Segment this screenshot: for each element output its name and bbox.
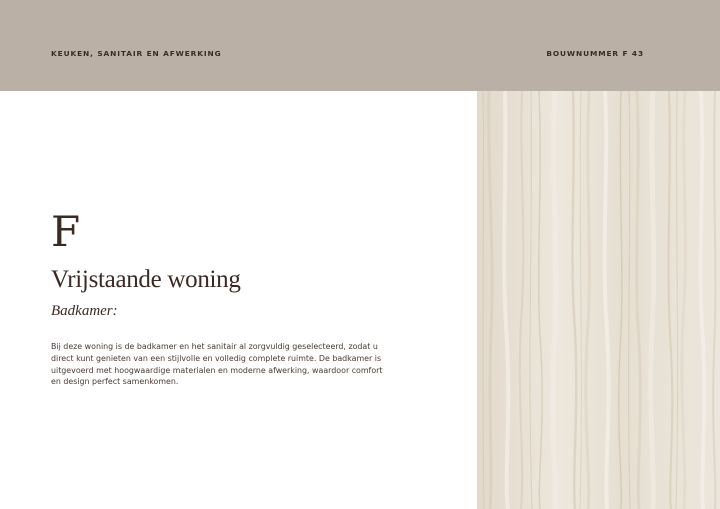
page-header	[0, 0, 720, 91]
build-number: BOUWNUMMER F 43	[546, 49, 644, 58]
page-title: Vrijstaande woning	[51, 266, 241, 293]
section-title: KEUKEN, SANITAIR EN AFWERKING	[51, 49, 222, 58]
type-letter: F	[51, 207, 81, 256]
travertine-texture-image	[477, 91, 720, 509]
section-subtitle: Badkamer:	[51, 303, 118, 319]
description-paragraph: Bij deze woning is de badkamer en het sanitair al zorgvuldig geselecteerd, zodat u direct kunt genieten van een stijlvolle en volledig complete ruimte. De badkamer is uitgevoerd met hoogwaardige materialen en moderne afwerking, waardoor comfort en design perfect samenkomen.	[51, 342, 383, 387]
